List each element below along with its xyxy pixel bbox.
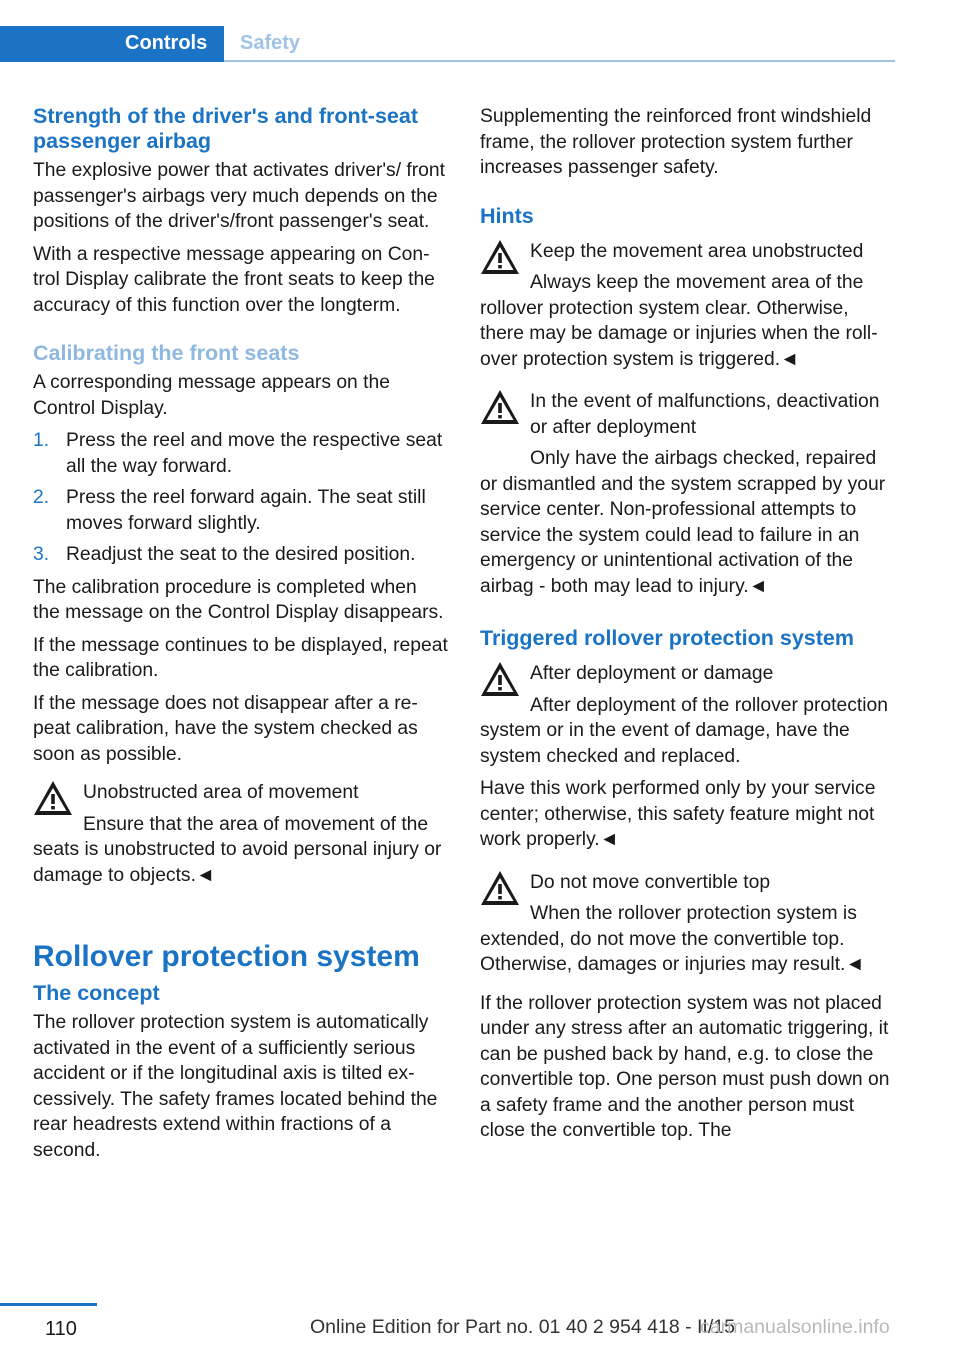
tab-controls[interactable]: Controls: [0, 26, 224, 62]
paragraph: Supplementing the reinforced front windshield frame, the rollover protection system further increases passenger safety.: [480, 106, 872, 178]
heading-airbag-strength: Strength of the driver's and front-seat passenger airbag: [33, 104, 418, 153]
section-tabs: [0, 26, 895, 62]
left-column: [33, 104, 448, 1170]
warning-triangle-icon: [480, 870, 520, 906]
warning-convertible-top: Do not move convertible top When the rollover protection system is extended, do not move the convertible top. Otherwise, damages or injuries may result.◄: [480, 871, 865, 975]
list-item: 1. Press the reel and move the respective seat all the way forward.: [33, 430, 443, 477]
warning-triangle-icon: [480, 239, 520, 275]
heading-concept: The concept: [33, 981, 160, 1005]
calibration-steps: [33, 428, 448, 568]
warning-triangle-icon: [480, 389, 520, 425]
warning-triangle-icon: [480, 661, 520, 697]
tab-safety[interactable]: Safety: [240, 32, 301, 54]
right-column: [480, 104, 895, 1151]
warning-damage: After deployment or damage After deployment of the rollover protection system or in the event of damage, have the system checked and replaced.: [480, 663, 888, 767]
paragraph: The rollover protection system is automatically activated in the event of a sufficiently serious accident or if the longitudinal axis is tilted excessively. The safety frames located behind the rear headrests extend within fractions of a second.: [33, 1012, 438, 1161]
paragraph: With a respective message appearing on Control Display calibrate the front seats to keep the accuracy of this function over the longterm.: [33, 243, 435, 316]
footer-rule: [0, 1303, 97, 1306]
paragraph: If the message continues to be displayed, repeat the calibration.: [33, 634, 448, 681]
heading-hints: Hints: [480, 203, 534, 228]
paragraph: The explosive power that activates driver's/ front passenger's airbags very much depends on the positions of the driver's/front passenger's seat.: [33, 160, 445, 232]
tab-underline: [224, 60, 895, 62]
heading-rollover: Rollover protection system: [33, 940, 420, 973]
heading-triggered-rollover: Triggered rollover protection system: [480, 626, 854, 650]
paragraph: The calibration procedure is completed when the message on the Control Display disappears.: [33, 576, 444, 623]
paragraph: If the rollover protection system was not placed under any stress after an automatic triggering, it can be pushed back by hand, e.g. to close the convertible top. One person must push down on a safety frame and the another person must close the convertible top. The: [480, 992, 890, 1141]
list-item: 2. Press the reel forward again. The seat still moves forward slightly.: [33, 487, 426, 534]
watermark: carmanualsonline.info: [700, 1316, 890, 1338]
paragraph: A corresponding message appears on the Control Display.: [33, 372, 390, 419]
warning-triangle-icon: [33, 780, 73, 816]
warning-movement-area: Keep the movement area unobstructed Always keep the movement area of the rollover protection system clear. Otherwise, there may be damage or injuries when the rollover protection system is triggered.◄: [480, 240, 878, 370]
paragraph: If the message does not disappear after a repeat calibration, have the system checked as soon as possible.: [33, 692, 418, 765]
warning-malfunction: In the event of malfunctions, deactivation or after deployment Only have the airbags checked, repaired or dismantled and the system scrapped by your service center. Non-professional attempts to service the system could lead to failure in an emergency or unintentional activation of the airbag - both may lead to injury.◄: [480, 391, 886, 597]
edition-note: Online Edition for Part no. 01 40 2 954 418 - II/15: [310, 1316, 735, 1338]
list-item: 3. Readjust the seat to the desired position.: [33, 544, 416, 565]
warning-movement: Unobstructed area of movement Ensure that the area of movement of the seats is unobstructed to avoid personal injury or damage to objects.◄: [33, 782, 442, 886]
page-number: 110: [45, 1318, 77, 1340]
paragraph: Have this work performed only by your service center; otherwise, this safety feature might not work properly.◄: [480, 778, 876, 850]
heading-calibrating: Calibrating the front seats: [33, 341, 300, 365]
